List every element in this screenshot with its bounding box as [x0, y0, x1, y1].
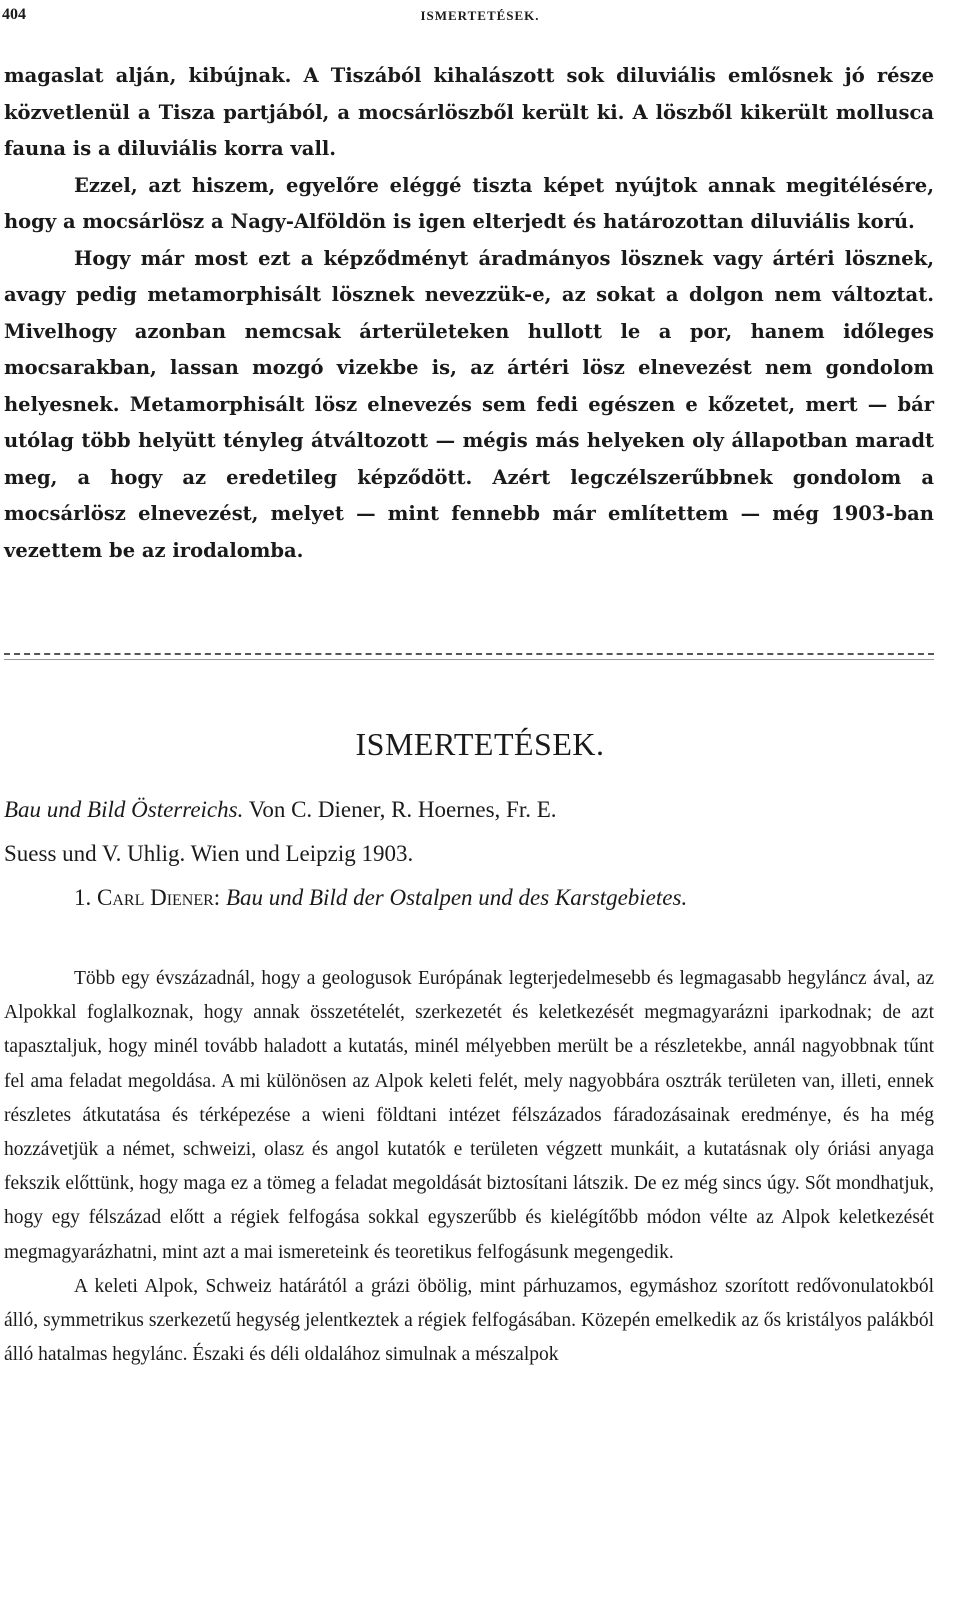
page-number: 404: [2, 6, 26, 23]
book-title: Bau und Bild Österreichs.: [4, 797, 244, 822]
paragraph: magaslat alján, kibújnak. A Tiszából kihalászott sok diluviális emlősnek jó része közvetlenül a Tisza partjából, a mocsárlöszből került ki. A löszből kikerült mollusca fauna is a diluviális korra vall.: [4, 64, 934, 160]
review-reference: [4, 788, 934, 920]
sub-number: 1.: [74, 885, 92, 910]
sub-author: Carl Diener:: [97, 885, 221, 910]
running-head: ISMERTETÉSEK.: [420, 8, 540, 23]
page-header: [0, 6, 960, 30]
section-title: ISMERTETÉSEK.: [355, 726, 605, 762]
sub-reference: [4, 876, 934, 920]
authors-line-2: Suess und V. Uhlig. Wien und Leipzig 1903.: [4, 841, 414, 866]
paragraph: Több egy évszázadnál, hogy a geologusok Európának legterjedelmesebb és legmagasabb hegyláncz ával, az Alpokkal foglalkoznak, hogy annak összetételét, szerkezetét és keletkezését megmagyarázni iparkodnak; de azt tapasztaljuk, hogy minél tovább haladott a kutatás, minél mélyebben merült be a részletekbe, annál nagyobbnak tűnt fel ama feladat megoldása. A mi különösen az Alpok keleti felét, mely nagyobbára osztrák területen van, illeti, ennek részletes átkutatása és térképezése a wieni földtani intézet félszázados fáradozásainak eredménye, és ha még hozzávetjük a német, schweizi, olasz és angol kutatók e területen végzett munkáit, a kutatásnak oly óriási anyaga fekszik előttünk, hogy maga ez a tömeg a feladat megoldását biztosítani látszik. De ez még sincs úgy. Sőt mondhatjuk, hogy egy félszázad előtt a régiek felfogása sokkal egyszerűbb és kielégítőbb módon vélte az Alpok keletkezését megmagyarázhatni, mint azt a mai ismereteink és teoretikus felfogásunk megengedik.: [4, 968, 934, 1263]
article-continuation: [4, 58, 934, 569]
review-body: [4, 962, 934, 1372]
paragraph: A keleti Alpok, Schweiz határától a grázi öbölig, mint párhuzamos, egymáshoz szorított redővonulatokból álló, symmetrikus szerkezetű hegység jelentkeztek a régiek felfogásában. Közepén emelkedik az ős kristályos palákból álló hatalmas hegylánc. Északi és déli oldalához simulnak a mészalpok: [4, 1275, 934, 1366]
section-divider: [4, 653, 934, 660]
paragraph: Hogy már most ezt a képződményt áradmányos lösznek vagy ártéri lösznek, avagy pedig metamorphisált lösznek nevezzük-e, az sokat a dolgon nem változtat. Mivelhogy azonban nemcsak árterületeken hullott le a por, hanem időleges mocsarakban, lassan mozgó vizekbe is, az ártéri lösz elnevezést nem gondolom helyesnek. Metamorphisált lösz elnevezés sem fedi egészen e kőzetet, mert — bár utólag több helyütt tényleg átváltozott — mégis más helyeken oly állapotban maradt meg, a hogy az eredetileg képződött. Azért legczélszerűbbnek gondolom a mocsárlösz elnevezést, melyet — mint fennebb már említettem — még 1903-ban vezettem be az irodalomba.: [4, 246, 934, 562]
sub-title: Bau und Bild der Ostalpen und des Karstgebietes.: [225, 885, 688, 910]
paragraph: Ezzel, azt hiszem, egyelőre eléggé tiszta képet nyújtok annak megitélésére, hogy a mocsárlösz a Nagy-Alföldön is igen elterjedt és határozottan diluviális korú.: [4, 173, 934, 233]
reference-line-1: [4, 788, 934, 832]
reference-line-2: [4, 832, 934, 876]
authors-line-1: Von C. Diener, R. Hoernes, Fr. E.: [248, 797, 557, 822]
